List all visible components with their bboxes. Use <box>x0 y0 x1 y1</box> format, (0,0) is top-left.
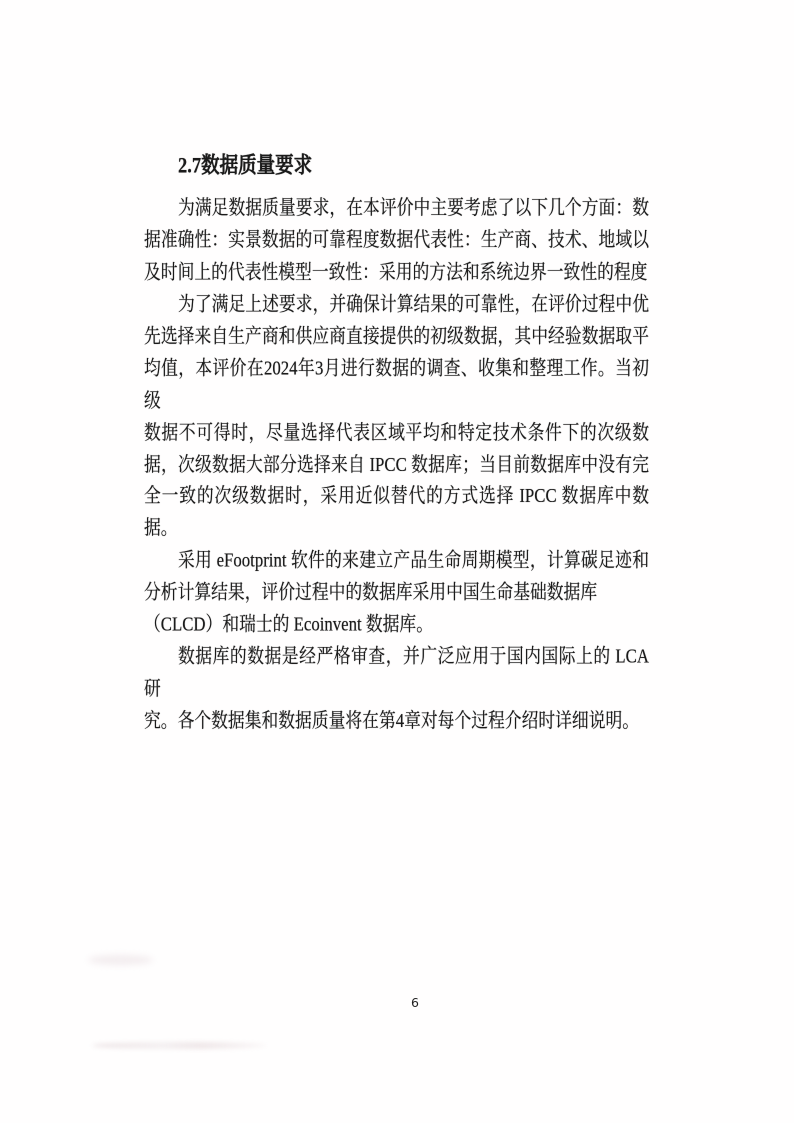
paragraph <box>144 545 649 641</box>
paragraph-line: 数据不可得时，尽量选择代表区域平均和特定技术条件下的次级数 <box>144 420 649 444</box>
paragraph-line: 据，次级数据大部分选择来自 IPCC 数据库；当目前数据库中没有完 <box>144 452 649 476</box>
scan-smudge <box>88 955 153 965</box>
paragraph-line: 据。 <box>144 516 178 540</box>
paragraph-line: 数据库的数据是经严格审查，并广泛应用于国内国际上的 LCA 研 <box>144 644 649 700</box>
page-number: 6 <box>411 995 419 1010</box>
paragraph <box>144 289 649 545</box>
paragraph-line: 及时间上的代表性模型一致性：采用的方法和系统边界一致性的程度 <box>144 260 648 284</box>
paragraph <box>144 641 649 737</box>
scan-smudge <box>92 1042 267 1049</box>
paragraph <box>144 193 649 289</box>
paragraph-line: 为了满足上述要求，并确保计算结果的可靠性，在评价过程中优 <box>178 292 649 316</box>
paragraph-line: 分析计算结果，评价过程中的数据库采用中国生命基础数据库 <box>144 580 598 604</box>
paragraph-line: （CLCD）和瑞士的 Ecoinvent 数据库。 <box>144 612 433 636</box>
section-heading: 2.7数据质量要求 <box>178 154 313 179</box>
paragraph-line: 据准确性：实景数据的可靠程度数据代表性：生产商、技术、地域以 <box>144 228 649 252</box>
paragraph-line: 为满足数据质量要求，在本评价中主要考虑了以下几个方面：数 <box>178 196 649 220</box>
paragraph-line: 先选择来自生产商和供应商直接提供的初级数据，其中经验数据取平 <box>144 324 649 348</box>
paragraph-line: 究。各个数据集和数据质量将在第4章对每个过程介绍时详细说明。 <box>144 708 640 732</box>
paragraph-line: 均值，本评价在2024年3月进行数据的调查、收集和整理工作。当初级 <box>144 356 649 412</box>
text-block <box>144 151 649 737</box>
paragraph-line: 采用 eFootprint 软件的来建立产品生命周期模型，计算碳足迹和 <box>178 548 649 572</box>
paragraph-line: 全一致的次级数据时，采用近似替代的方式选择 IPCC 数据库中数 <box>144 484 649 508</box>
